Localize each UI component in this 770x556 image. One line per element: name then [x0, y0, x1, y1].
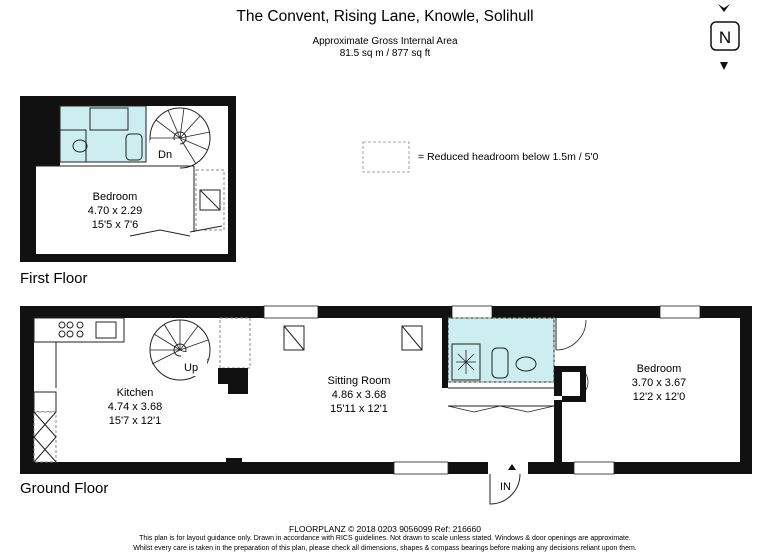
room-metric: 4.70 x 2.29 [87, 205, 143, 217]
room-name: Bedroom [636, 363, 682, 375]
entrance-label: IN [500, 481, 511, 493]
room-metric: 3.70 x 3.67 [631, 377, 687, 389]
first-floor-stairs-label: Dn [158, 149, 173, 161]
room-metric: 4.74 x 3.68 [107, 401, 163, 413]
room-imperial: 15'7 x 12'1 [108, 415, 162, 427]
room-imperial: 15'11 x 12'1 [330, 403, 388, 415]
sitting-room [304, 374, 414, 416]
ground-floor-stairs-label: Up [184, 362, 199, 374]
compass-letter: N [718, 28, 732, 47]
plan-title: The Convent, Rising Lane, Knowle, Solihull [236, 8, 534, 25]
reduced-headroom-swatch [363, 142, 409, 172]
first-floor-label: First Floor [20, 270, 88, 287]
ground-floor-bedroom [604, 362, 714, 404]
room-imperial: 15'5 x 7'6 [91, 219, 139, 231]
room-name: Bedroom [92, 191, 138, 203]
first-floor-plan [20, 96, 236, 262]
north-compass-icon [711, 4, 739, 70]
room-metric: 4.86 x 3.68 [331, 389, 387, 401]
footer-disclaimer-2: Whilst every care is taken in the preparation of this plan, please check all dimensions, shapes & compass bearings before making any decisions reliant upon them. [133, 545, 637, 552]
footer-credit: FLOORPLANZ © 2018 0203 9056099 Ref: 216660 [289, 524, 481, 534]
room-name: Sitting Room [327, 375, 391, 387]
room-name: Kitchen [116, 387, 154, 399]
area-label: Approximate Gross Internal Area [312, 36, 458, 47]
footer-disclaimer-1: This plan is for layout guidance only. Drawn in accordance with RICS guidelines. Not drawn to scale unless stated. Windows & door openings are approximate. [139, 535, 631, 542]
legend-text: = Reduced headroom below 1.5m / 5'0 [418, 151, 599, 163]
ground-floor-label: Ground Floor [20, 480, 109, 497]
area-value: 81.5 sq m / 877 sq ft [339, 48, 431, 59]
room-imperial: 12'2 x 12'0 [632, 391, 686, 403]
kitchen [80, 386, 190, 428]
first-floor-bedroom [60, 190, 170, 232]
